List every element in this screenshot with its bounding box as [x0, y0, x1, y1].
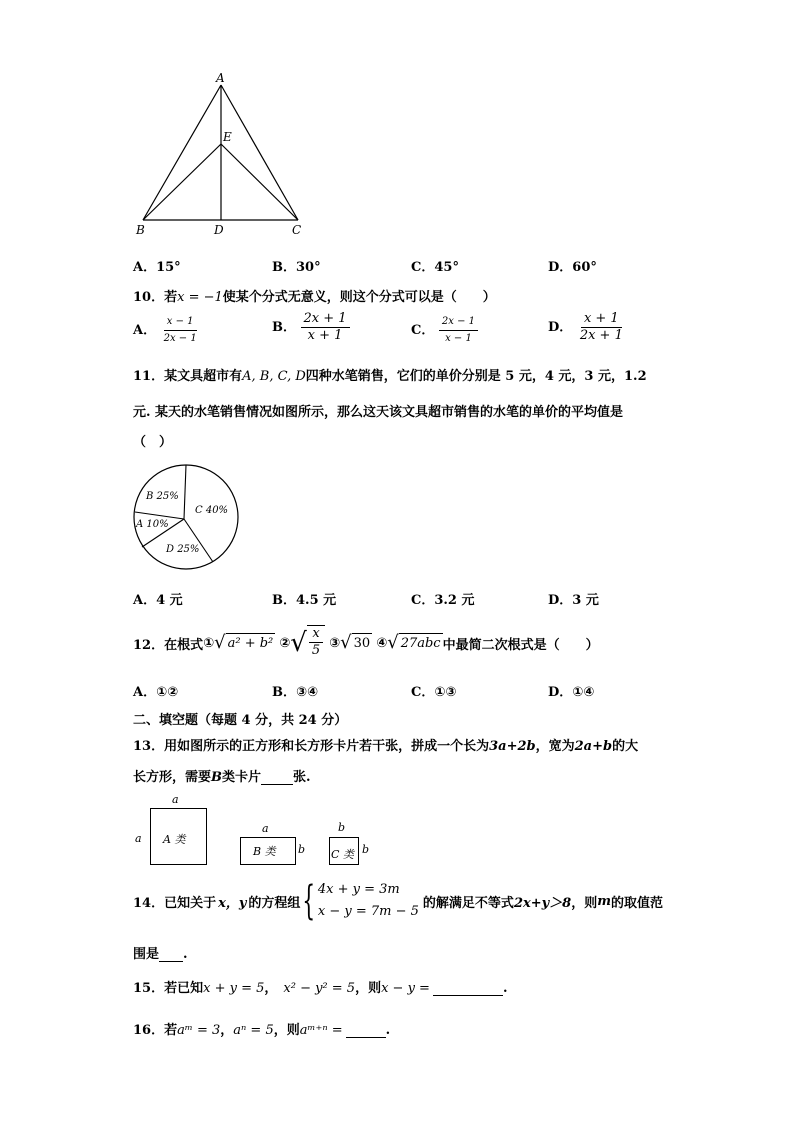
q10-stem: 10．若x = −1使某个分式无意义，则这个分式可以是（ ）: [133, 290, 496, 305]
q12-option-c[interactable]: C．①③: [411, 685, 457, 700]
pie-chart: [128, 462, 248, 574]
q11-option-b[interactable]: B．4.5 元: [272, 593, 337, 608]
vertex-label-e: E: [223, 130, 232, 144]
card-c-label: C 类: [331, 848, 354, 861]
vertex-label-a: A: [216, 71, 225, 85]
pie-label-b: B 25%: [146, 491, 179, 502]
card-a-top-label: a: [172, 793, 179, 806]
card-c-top-label: b: [338, 821, 346, 834]
q10-option-d[interactable]: D． $\frac{x + 1}{2x + 1}$: [548, 311, 623, 343]
pie-label-d: D 25%: [166, 544, 200, 555]
radical-1: √ a² + b²: [214, 632, 274, 653]
q15-answer-blank[interactable]: [433, 981, 503, 996]
q12-option-a[interactable]: A．①②: [133, 685, 179, 700]
q13-stem-line2: 长方形，需要B类卡片 张.: [133, 770, 311, 785]
q14-stem-line1: 14． 已知关于 x，y 的方程组 { 4x + y = 3m x − y = 7m − 5 的解满足不等式 2x+y＞8 ，则 m 的取值范: [133, 878, 664, 924]
radical-3: √ 30: [340, 632, 371, 653]
q11-option-d[interactable]: D．3 元: [548, 593, 599, 608]
q10-option-c[interactable]: C． $\frac{2x - 1}{x - 1}$: [411, 314, 478, 347]
card-b-label: B 类: [253, 845, 276, 858]
q13-stem-line1: 13．用如图所示的正方形和长方形卡片若干张，拼成一个长为3a+2b，宽为2a+b的大: [133, 739, 639, 754]
q11-option-a[interactable]: A．4 元: [133, 593, 183, 608]
q14-answer-blank[interactable]: [159, 947, 183, 962]
vertex-label-c: C: [292, 223, 302, 237]
card-b-right-label: b: [298, 843, 306, 856]
q12-option-b[interactable]: B．③④: [272, 685, 319, 700]
card-c-right-label: b: [362, 843, 370, 856]
radical-2: √ $\frac{x}{5}$: [290, 625, 325, 661]
radical-4: √ 27abc: [387, 632, 441, 653]
brace-icon: {: [302, 878, 316, 924]
q16-stem: 16．若aᵐ = 3，aⁿ = 5，则aᵐ⁺ⁿ = .: [133, 1023, 391, 1038]
q12-option-d[interactable]: D．①④: [548, 685, 595, 700]
q16-answer-blank[interactable]: [346, 1023, 386, 1038]
q11-stem-line3: （ ）: [133, 435, 173, 450]
vertex-label-b: B: [136, 223, 145, 237]
q10-option-b[interactable]: B． $\frac{2x + 1}{x + 1}$: [272, 311, 350, 344]
pie-label-a: A 10%: [136, 519, 169, 530]
section-heading: 二、填空题（每题 4 分，共 24 分）: [133, 713, 348, 728]
q9-option-d[interactable]: D．60°: [548, 260, 597, 275]
q12-stem: 12． 在根式 ① √ a² + b² ② √ $\frac{x}{5}$ ③ √ 30 ④ √ 27abc 中最简二次根式是（ ）: [133, 625, 599, 661]
q15-stem: 15．若已知x + y = 5， x² − y² = 5，则x − y = .: [133, 981, 508, 996]
q9-option-a[interactable]: A．15°: [133, 260, 181, 275]
q10-option-a[interactable]: A． $\frac{x - 1}{2x - 1}$: [133, 316, 197, 344]
q11-option-c[interactable]: C．3.2 元: [411, 593, 475, 608]
triangle-figure: [130, 70, 310, 240]
card-a-left-label: a: [135, 832, 142, 845]
vertex-label-d: D: [214, 223, 224, 237]
card-b-top-label: a: [262, 822, 269, 835]
q13-answer-blank[interactable]: [261, 770, 293, 785]
q11-stem-line2: 元. 某天的水笔销售情况如图所示，那么这天该文具超市销售的水笔的单价的平均值是: [133, 405, 624, 420]
q9-option-b[interactable]: B．30°: [272, 260, 321, 275]
q11-stem-line1: 11．某文具超市有A, B, C, D四种水笔销售，它们的单价分别是 5 元，4 元，3 元，1.2: [133, 369, 647, 384]
q9-option-c[interactable]: C．45°: [411, 260, 459, 275]
card-a-label: A 类: [163, 833, 186, 846]
pie-label-c: C 40%: [195, 505, 229, 516]
q14-stem-line2: 围是 .: [133, 947, 188, 962]
